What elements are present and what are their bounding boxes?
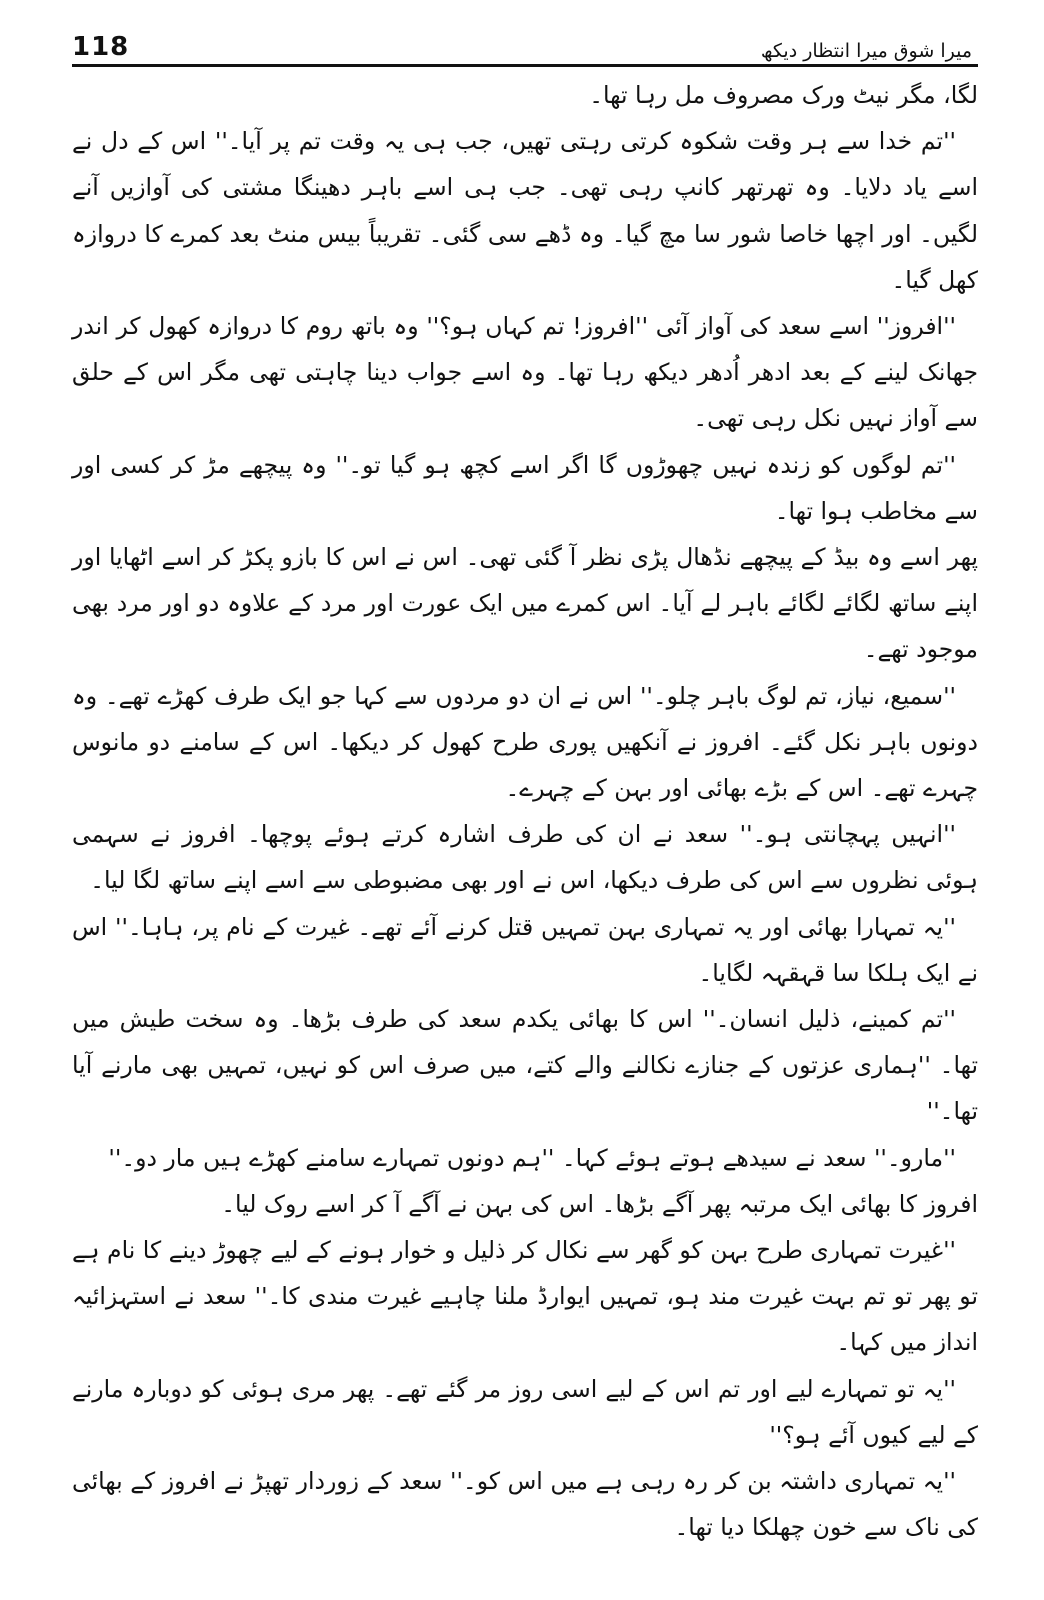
- paragraph: ''سمیع، نیاز، تم لوگ باہر چلو۔'' اس نے ان دو مردوں سے کہا جو ایک طرف کھڑے تھے۔ وہ دونوں باہر نکل گئے۔ افروز نے آنکھیں پوری طرح کھول کر دیکھا۔ اس کے سامنے دو مانوس چہرے تھے۔ اس کے بڑے بھائی اور بہن کے چہرے۔: [72, 681, 978, 803]
- paragraph: پھر اسے وہ بیڈ کے پیچھے نڈھال پڑی نظر آ گئی تھی۔ اس نے اس کا بازو پکڑ کر اسے اٹھایا اور اپنے ساتھ لگائے لگائے باہر لے آیا۔ اس کمرے میں ایک عورت اور مرد کے علاوہ دو اور مرد بھی موجود تھے۔: [72, 543, 978, 664]
- paragraph: ''تم لوگوں کو زندہ نہیں چھوڑوں گا اگر اسے کچھ ہو گیا تو۔'' وہ پیچھے مڑ کر کسی اور سے مخاطب ہوا تھا۔: [72, 450, 978, 525]
- page-body: [72, 72, 978, 1572]
- paragraph: ''انہیں پہچانتی ہو۔'' سعد نے ان کی طرف اشارہ کرتے ہوئے پوچھا۔ افروز نے سہمی ہوئی نظروں سے اس کی طرف دیکھا، اس نے اور بھی مضبوطی سے اسے اپنے ساتھ لگا لیا۔: [72, 820, 978, 895]
- paragraph: ''یہ تمہاری داشتہ بن کر رہ رہی ہے میں اس کو۔'' سعد کے زوردار تھپڑ نے افروز کے بھائی کی ناک سے خون چھلکا دیا تھا۔: [72, 1467, 978, 1542]
- paragraph: ''تم کمینے، ذلیل انسان۔'' اس کا بھائی یکدم سعد کی طرف بڑھا۔ وہ سخت طیش میں تھا۔ ''ہماری عزتوں کے جنازے نکالنے والے کتے، میں صرف اس کو نہیں، تمہیں بھی مارنے آیا تھا۔'': [72, 1005, 978, 1126]
- running-title: میرا شوق میرا انتظار دیکھ: [760, 40, 972, 62]
- paragraph-continuation: لگا، مگر نیٹ ورک مصروف مل رہا تھا۔: [589, 81, 978, 109]
- page-header: [72, 22, 972, 62]
- paragraph: ''یہ تو تمہارے لیے اور تم اس کے لیے اسی روز مر گئے تھے۔ پھر مری ہوئی کو دوبارہ مارنے کے لیے کیوں آئے ہو؟'': [72, 1374, 978, 1449]
- paragraph: ''افروز'' اسے سعد کی آواز آئی ''افروز! تم کہاں ہو؟'' وہ باتھ روم کا دروازہ کھول کر اندر جھانک لینے کے بعد ادھر اُدھر دیکھ رہا تھا۔ وہ اسے جواب دینا چاہتی تھی مگر اس کے حلق سے آواز نہیں نکل رہی تھی۔: [72, 312, 978, 433]
- paragraph: ''تم خدا سے ہر وقت شکوہ کرتی رہتی تھیں، جب ہی یہ وقت تم پر آیا۔'' اس کے دل نے اسے یاد دلایا۔ وہ تھرتھر کانپ رہی تھی۔ جب ہی اسے باہر دھینگا مشتی کی آوازیں آنے لگیں۔ اور اچھا خاصا شور سا مچ گیا۔ وہ ڈھے سی گئی۔ تقریباً بیس منٹ بعد کمرے کا دروازہ کھل گیا۔: [72, 127, 978, 294]
- page-number: 118: [72, 32, 130, 62]
- paragraph: ''غیرت تمہاری طرح بہن کو گھر سے نکال کر ذلیل و خوار ہونے کے لیے چھوڑ دینے کا نام ہے تو پھر تو تم بہت غیرت مند ہو، تمہیں ایوارڈ ملنا چاہیے غیرت مندی کا۔'' سعد نے استہزائیہ انداز میں کہا۔: [72, 1236, 978, 1357]
- paragraph: ''مارو۔'' سعد نے سیدھے ہوتے ہوئے کہا۔ ''ہم دونوں تمہارے سامنے کھڑے ہیں مار دو۔'': [108, 1143, 956, 1172]
- header-rule: [72, 64, 978, 67]
- paragraph: افروز کا بھائی ایک مرتبہ پھر آگے بڑھا۔ اس کی بہن نے آگے آ کر اسے روک لیا۔: [221, 1189, 978, 1218]
- paragraph: ''یہ تمہارا بھائی اور یہ تمہاری بہن تمہیں قتل کرنے آئے تھے۔ غیرت کے نام پر، ہاہا۔'' اس نے ایک ہلکا سا قہقہہ لگایا۔: [72, 912, 978, 987]
